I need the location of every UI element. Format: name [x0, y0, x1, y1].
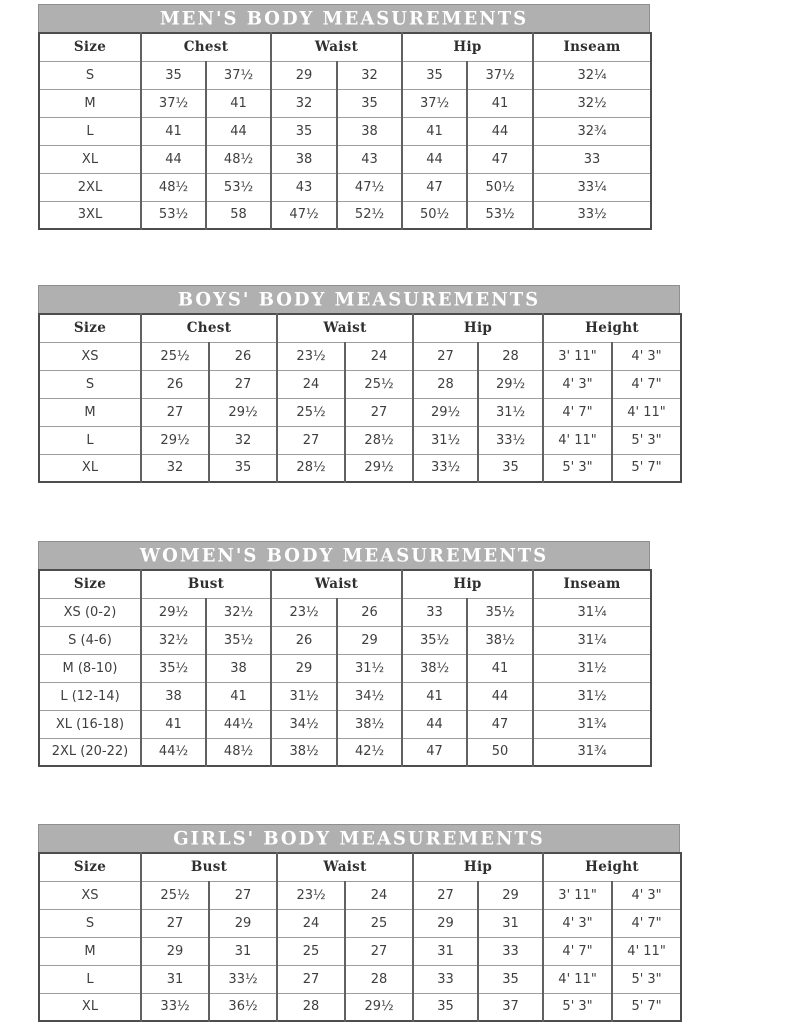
measurement-cell: 32½ [533, 89, 651, 117]
measurement-cell: 27 [277, 965, 345, 993]
measurement-cell: 35½ [467, 598, 533, 626]
size-cell: L [39, 117, 141, 145]
measurement-cell: 41 [402, 682, 467, 710]
measurement-cell: 41 [206, 682, 271, 710]
table-row [39, 89, 651, 117]
size-cell: XL [39, 454, 141, 482]
measurement-cell: 24 [345, 881, 413, 909]
mens-header-row [39, 33, 651, 61]
measurement-cell: 47 [402, 738, 467, 766]
measurement-cell: 5' 3" [612, 426, 681, 454]
measurement-cell: 32¼ [533, 61, 651, 89]
measurement-cell: 32 [337, 61, 402, 89]
mens-measurements-table [38, 32, 652, 230]
table-row [39, 201, 651, 229]
measurement-cell: 4' 11" [543, 965, 612, 993]
measurement-cell: 29½ [209, 398, 277, 426]
measurement-cell: 38½ [402, 654, 467, 682]
measurement-cell: 31½ [533, 682, 651, 710]
measurement-cell: 44½ [141, 738, 206, 766]
measurement-cell: 43 [337, 145, 402, 173]
measurement-cell: 33½ [209, 965, 277, 993]
size-cell: XL [39, 993, 141, 1021]
column-header-hip: Hip [413, 853, 543, 881]
girls-header-row [39, 853, 681, 881]
measurement-cell: 31½ [478, 398, 543, 426]
table-row [39, 626, 651, 654]
measurement-cell: 25 [345, 909, 413, 937]
column-header-size: Size [73, 859, 107, 876]
table-row [39, 117, 651, 145]
measurement-cell: 53½ [467, 201, 533, 229]
size-cell: L (12-14) [39, 682, 141, 710]
measurement-cell: 38 [337, 117, 402, 145]
measurement-cell: 38 [206, 654, 271, 682]
measurement-cell: 33 [413, 965, 478, 993]
girls-title-bar [38, 824, 680, 852]
size-cell: 2XL [39, 173, 141, 201]
table-row [39, 993, 681, 1021]
table-row [39, 654, 651, 682]
girls-measurements-section [38, 824, 680, 1022]
size-cell: L [39, 965, 141, 993]
measurement-cell: 27 [413, 342, 478, 370]
table-row [39, 426, 681, 454]
measurement-cell: 31¼ [533, 626, 651, 654]
measurement-cell: 4' 7" [612, 909, 681, 937]
measurement-cell: 33½ [478, 426, 543, 454]
measurement-cell: 52½ [337, 201, 402, 229]
measurement-cell: 4' 7" [543, 937, 612, 965]
size-cell: XS (0-2) [39, 598, 141, 626]
measurement-cell: 27 [277, 426, 345, 454]
measurement-cell: 33¼ [533, 173, 651, 201]
size-cell: S (4-6) [39, 626, 141, 654]
measurement-cell: 5' 7" [612, 993, 681, 1021]
column-header-height: Height [543, 853, 681, 881]
measurement-cell: 38 [141, 682, 206, 710]
column-header-waist: Waist [277, 853, 413, 881]
measurement-cell: 44½ [206, 710, 271, 738]
measurement-cell: 28 [345, 965, 413, 993]
mens-title-bar [38, 4, 650, 32]
measurement-cell: 27 [209, 881, 277, 909]
mens-measurements-section [38, 4, 650, 230]
column-header-waist: Waist [271, 33, 402, 61]
measurement-cell: 48½ [141, 173, 206, 201]
measurement-cell: 34½ [271, 710, 337, 738]
measurement-cell: 32¾ [533, 117, 651, 145]
measurement-cell: 4' 7" [543, 398, 612, 426]
measurement-cell: 4' 11" [612, 937, 681, 965]
measurement-cell: 26 [209, 342, 277, 370]
measurement-cell: 23½ [271, 598, 337, 626]
measurement-cell: 29½ [345, 454, 413, 482]
size-cell: S [39, 61, 141, 89]
measurement-cell: 25½ [141, 881, 209, 909]
measurement-cell: 28 [277, 993, 345, 1021]
measurement-cell: 29 [141, 937, 209, 965]
measurement-cell: 41 [467, 654, 533, 682]
measurement-cell: 33½ [413, 454, 478, 482]
measurement-cell: 5' 3" [543, 454, 612, 482]
measurement-cell: 4' 3" [543, 909, 612, 937]
measurement-cell: 35 [402, 61, 467, 89]
measurement-cell: 38 [271, 145, 337, 173]
column-header-hip: Hip [413, 314, 543, 342]
measurement-cell: 33 [533, 145, 651, 173]
column-header-hip: Hip [402, 33, 533, 61]
measurement-cell: 4' 3" [612, 881, 681, 909]
measurement-cell: 27 [141, 398, 209, 426]
measurement-cell: 34½ [337, 682, 402, 710]
column-header-size: Size [73, 576, 107, 593]
boys-title: BOYS' BODY MEASUREMENTS [177, 288, 541, 311]
measurement-cell: 4' 11" [612, 398, 681, 426]
table-row [39, 598, 651, 626]
mens-title: MEN'S BODY MEASUREMENTS [159, 7, 529, 30]
size-cell: L [39, 426, 141, 454]
measurement-cell: 41 [467, 89, 533, 117]
table-row [39, 145, 651, 173]
measurement-cell: 50½ [402, 201, 467, 229]
table-row [39, 738, 651, 766]
measurement-cell: 3' 11" [543, 342, 612, 370]
size-cell: XS [39, 881, 141, 909]
table-row [39, 682, 651, 710]
measurement-cell: 29½ [141, 598, 206, 626]
measurement-cell: 33 [478, 937, 543, 965]
measurement-cell: 28 [413, 370, 478, 398]
measurement-cell: 29 [337, 626, 402, 654]
measurement-cell: 32½ [206, 598, 271, 626]
measurement-cell: 58 [206, 201, 271, 229]
table-row [39, 61, 651, 89]
measurement-cell: 4' 3" [612, 342, 681, 370]
measurement-cell: 48½ [206, 738, 271, 766]
measurement-cell: 36½ [209, 993, 277, 1021]
measurement-cell: 28½ [277, 454, 345, 482]
column-header-chest: Chest [141, 314, 277, 342]
size-cell: M [39, 398, 141, 426]
size-cell: M [39, 937, 141, 965]
womens-title-bar [38, 541, 650, 569]
measurement-cell: 5' 3" [543, 993, 612, 1021]
table-row [39, 909, 681, 937]
measurement-cell: 50 [467, 738, 533, 766]
size-cell: M [39, 89, 141, 117]
measurement-cell: 32½ [141, 626, 206, 654]
size-cell: S [39, 909, 141, 937]
measurement-cell: 28½ [345, 426, 413, 454]
measurement-cell: 35 [271, 117, 337, 145]
womens-header-row [39, 570, 651, 598]
table-row [39, 370, 681, 398]
measurement-cell: 31½ [413, 426, 478, 454]
measurement-cell: 31 [141, 965, 209, 993]
measurement-cell: 27 [413, 881, 478, 909]
measurement-cell: 44 [206, 117, 271, 145]
measurement-cell: 29½ [478, 370, 543, 398]
measurement-cell: 29 [271, 61, 337, 89]
measurement-cell: 31¾ [533, 738, 651, 766]
measurement-cell: 31½ [271, 682, 337, 710]
measurement-cell: 26 [271, 626, 337, 654]
girls-measurements-table [38, 852, 682, 1022]
measurement-cell: 47 [467, 145, 533, 173]
measurement-cell: 31¼ [533, 598, 651, 626]
measurement-cell: 31 [413, 937, 478, 965]
measurement-cell: 4' 3" [543, 370, 612, 398]
measurement-cell: 44 [402, 145, 467, 173]
measurement-cell: 35 [478, 965, 543, 993]
column-header-chest: Chest [141, 33, 271, 61]
table-row [39, 881, 681, 909]
boys-header-row [39, 314, 681, 342]
measurement-cell: 33½ [141, 993, 209, 1021]
measurement-cell: 53½ [206, 173, 271, 201]
measurement-cell: 28 [478, 342, 543, 370]
measurement-cell: 29 [413, 909, 478, 937]
column-header-waist: Waist [271, 570, 402, 598]
measurement-cell: 37½ [402, 89, 467, 117]
size-charts-container [38, 4, 810, 1022]
boys-measurements-section [38, 285, 680, 483]
measurement-cell: 31 [478, 909, 543, 937]
column-header-size: Size [73, 39, 107, 56]
size-cell: M (8-10) [39, 654, 141, 682]
measurement-cell: 33 [402, 598, 467, 626]
measurement-cell: 29 [271, 654, 337, 682]
measurement-cell: 33½ [533, 201, 651, 229]
measurement-cell: 5' 7" [612, 454, 681, 482]
table-row [39, 710, 651, 738]
measurement-cell: 31¾ [533, 710, 651, 738]
measurement-cell: 35½ [402, 626, 467, 654]
measurement-cell: 44 [467, 682, 533, 710]
measurement-cell: 35½ [206, 626, 271, 654]
measurement-cell: 27 [209, 370, 277, 398]
measurement-cell: 35 [141, 61, 206, 89]
table-row [39, 342, 681, 370]
measurement-cell: 31½ [533, 654, 651, 682]
size-cell: XL [39, 145, 141, 173]
measurement-cell: 4' 11" [543, 426, 612, 454]
girls-title: GIRLS' BODY MEASUREMENTS [173, 827, 545, 850]
column-header-hip: Hip [402, 570, 533, 598]
measurement-cell: 53½ [141, 201, 206, 229]
measurement-cell: 42½ [337, 738, 402, 766]
measurement-cell: 3' 11" [543, 881, 612, 909]
womens-measurements-section [38, 541, 650, 767]
measurement-cell: 35 [413, 993, 478, 1021]
measurement-cell: 37½ [206, 61, 271, 89]
measurement-cell: 35 [478, 454, 543, 482]
table-row [39, 173, 651, 201]
size-cell: XS [39, 342, 141, 370]
measurement-cell: 47½ [271, 201, 337, 229]
womens-title: WOMEN'S BODY MEASUREMENTS [139, 544, 549, 567]
measurement-cell: 32 [209, 426, 277, 454]
table-row [39, 965, 681, 993]
womens-measurements-table [38, 569, 652, 767]
measurement-cell: 32 [141, 454, 209, 482]
column-header-waist: Waist [277, 314, 413, 342]
column-header-height: Height [543, 314, 681, 342]
measurement-cell: 32 [271, 89, 337, 117]
measurement-cell: 44 [402, 710, 467, 738]
measurement-cell: 26 [337, 598, 402, 626]
measurement-cell: 29½ [141, 426, 209, 454]
measurement-cell: 35½ [141, 654, 206, 682]
column-header-bust: Bust [141, 853, 277, 881]
size-cell: XL (16-18) [39, 710, 141, 738]
measurement-cell: 44 [467, 117, 533, 145]
measurement-cell: 29 [478, 881, 543, 909]
measurement-cell: 41 [402, 117, 467, 145]
measurement-cell: 38½ [271, 738, 337, 766]
column-header-inseam: Inseam [533, 33, 651, 61]
measurement-cell: 35 [337, 89, 402, 117]
measurement-cell: 41 [141, 117, 206, 145]
measurement-cell: 25½ [141, 342, 209, 370]
measurement-cell: 35 [209, 454, 277, 482]
boys-title-bar [38, 285, 680, 313]
size-cell: 3XL [39, 201, 141, 229]
measurement-cell: 25½ [277, 398, 345, 426]
measurement-cell: 41 [206, 89, 271, 117]
measurement-cell: 25½ [345, 370, 413, 398]
boys-measurements-table [38, 313, 682, 483]
measurement-cell: 29½ [413, 398, 478, 426]
column-header-inseam: Inseam [533, 570, 651, 598]
table-row [39, 454, 681, 482]
measurement-cell: 43 [271, 173, 337, 201]
measurement-cell: 44 [141, 145, 206, 173]
table-row [39, 398, 681, 426]
measurement-cell: 47 [467, 710, 533, 738]
measurement-cell: 47 [402, 173, 467, 201]
measurement-cell: 25 [277, 937, 345, 965]
measurement-cell: 5' 3" [612, 965, 681, 993]
measurement-cell: 31 [209, 937, 277, 965]
measurement-cell: 29½ [345, 993, 413, 1021]
measurement-cell: 37 [478, 993, 543, 1021]
measurement-cell: 26 [141, 370, 209, 398]
measurement-cell: 50½ [467, 173, 533, 201]
measurement-cell: 23½ [277, 881, 345, 909]
measurement-cell: 27 [345, 398, 413, 426]
measurement-cell: 37½ [141, 89, 206, 117]
measurement-cell: 48½ [206, 145, 271, 173]
column-header-size: Size [73, 320, 107, 337]
measurement-cell: 41 [141, 710, 206, 738]
measurement-cell: 29 [209, 909, 277, 937]
measurement-cell: 47½ [337, 173, 402, 201]
measurement-cell: 27 [141, 909, 209, 937]
measurement-cell: 24 [277, 370, 345, 398]
measurement-cell: 37½ [467, 61, 533, 89]
column-header-bust: Bust [141, 570, 271, 598]
measurement-cell: 4' 7" [612, 370, 681, 398]
measurement-cell: 38½ [337, 710, 402, 738]
measurement-cell: 31½ [337, 654, 402, 682]
size-cell: 2XL (20-22) [39, 738, 141, 766]
measurement-cell: 23½ [277, 342, 345, 370]
table-row [39, 937, 681, 965]
measurement-cell: 27 [345, 937, 413, 965]
measurement-cell: 38½ [467, 626, 533, 654]
size-cell: S [39, 370, 141, 398]
measurement-cell: 24 [345, 342, 413, 370]
measurement-cell: 24 [277, 909, 345, 937]
